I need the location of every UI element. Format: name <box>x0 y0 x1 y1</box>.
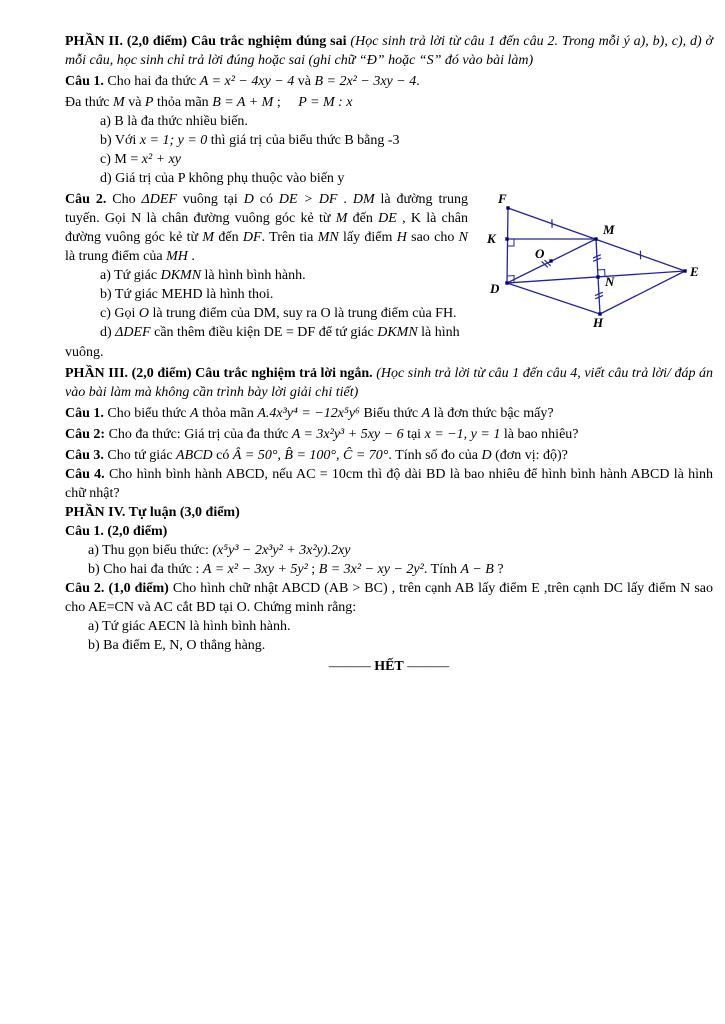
text-run: là trung điểm của <box>65 249 167 265</box>
text-run: ? <box>493 561 504 577</box>
text-run: Câu 2: <box>65 426 106 442</box>
text-run: MN <box>317 230 339 246</box>
q1-a <box>65 112 713 131</box>
text-run: . <box>187 249 195 265</box>
figure-point-D <box>505 282 508 285</box>
text-run: P = M : x <box>298 95 353 111</box>
text-run: là đường trung tuyến. Gọi N là chân đường vuông góc kẻ từ <box>65 192 469 227</box>
text-run: Cho đa thức: Giá trị của đa thức <box>105 426 292 442</box>
figure-point-K <box>505 238 508 241</box>
text-run: PHẦN II. (2,0 điểm) Câu trắc nghiệm đúng sai <box>65 34 347 49</box>
text-run: D <box>481 447 492 463</box>
figure-point-O <box>549 260 552 263</box>
text-run: Biểu thức <box>359 405 422 421</box>
figure-label-N: N <box>605 274 615 290</box>
text-run: là bao nhiêu? <box>500 426 579 442</box>
section-4-heading <box>65 503 713 522</box>
s4-q2-a <box>65 617 713 636</box>
text-run: (x⁵y³ − 2x³y² + 3x²y).2xy <box>212 542 351 558</box>
s4-q1-heading <box>65 522 713 541</box>
s3-q3 <box>65 446 713 465</box>
text-run: b) Với <box>100 133 140 149</box>
q1-d <box>65 169 713 188</box>
text-run: thỏa mãn <box>153 95 213 111</box>
text-run: O <box>138 306 150 322</box>
text-run: thỏa mãn <box>198 405 258 421</box>
text-run: P <box>144 95 154 111</box>
text-run: Câu 1. <box>65 405 104 421</box>
text-run: lấy điểm <box>338 230 397 246</box>
text-run: tại <box>403 426 425 442</box>
text-run: N <box>458 230 468 246</box>
text-run: x² + xy <box>141 152 182 168</box>
text-run: . Tính <box>423 561 461 577</box>
text-run: Cho hình bình hành ABCD, nếu AC = 10cm thì độ dài BD là bao nhiêu để hình bình hành ABCD là hình chữ nhật? <box>65 466 714 501</box>
q1-intro <box>65 72 713 91</box>
text-run: A <box>421 405 431 421</box>
text-run: c) Gọi <box>100 306 139 322</box>
document-body <box>65 32 713 676</box>
text-run: . Trên tia <box>261 230 318 246</box>
text-run: có <box>253 192 279 208</box>
figure-point-F <box>506 207 509 210</box>
figure-label-O: O <box>535 246 545 262</box>
text-run: cần thêm điều kiện DE = DF để tứ giác <box>150 325 378 341</box>
s4-q2-b <box>65 636 713 655</box>
text-run: (Học sinh trả lời từ câu 1 đến câu 4, viết câu trả lời/ đáp án vào bài làm mà không cần trình bày lời giải chi tiết) <box>65 365 714 400</box>
figure-point-M <box>594 238 597 241</box>
text-run: ——— <box>328 659 375 674</box>
figure-point-N <box>596 276 599 279</box>
figure-label-M: M <box>603 222 615 238</box>
text-run: x = 1; y = 0 <box>139 133 208 149</box>
figure-label-K: K <box>487 231 496 247</box>
text-run: (đơn vị: độ)? <box>491 447 568 463</box>
text-run: PHẦN III. (2,0 điểm) Câu trắc nghiệm trả lời ngắn. <box>65 365 373 381</box>
text-run: . <box>416 74 420 90</box>
text-run: PHẦN IV. Tự luận (3,0 điểm) <box>65 504 240 520</box>
text-run: a) Tứ giác <box>100 268 161 284</box>
figure-label-F: F <box>498 191 507 207</box>
text-run: x = −1, y = 1 <box>424 426 501 442</box>
text-run: Cho tứ giác <box>103 447 177 463</box>
text-run: sao cho <box>406 230 459 246</box>
text-run: Cho biểu thức <box>103 405 191 421</box>
text-run: DE <box>378 211 397 227</box>
section-2-heading <box>65 32 713 70</box>
text-run: DF <box>242 230 262 246</box>
text-run: Câu 4. <box>65 466 105 482</box>
text-run: ; <box>307 561 319 577</box>
text-run: B = 2x² − 3xy − 4 <box>314 74 417 90</box>
text-run: DE > DF <box>278 192 338 208</box>
text-run: đến <box>347 211 379 227</box>
text-run: ——— <box>403 659 450 674</box>
text-run: là hình vuông. <box>65 325 460 360</box>
text-run: thì giá trị của biểu thức B bằng -3 <box>207 133 400 149</box>
text-run: A.4x³y⁴ = −12x⁵y⁶ <box>257 405 360 421</box>
text-run: M <box>335 211 348 227</box>
text-run: DKMN <box>160 268 202 284</box>
q1-b <box>65 131 713 150</box>
text-run: Câu 3. <box>65 447 104 463</box>
geometry-figure <box>476 190 713 335</box>
text-run: MH <box>166 249 188 265</box>
section-3-heading <box>65 364 713 402</box>
figure-label-D: D <box>490 281 500 297</box>
text-run: là đơn thức bậc mấy? <box>430 405 554 421</box>
text-run: b) Tứ giác MEHD là hình thoi. <box>100 287 274 303</box>
s4-q2 <box>65 579 713 617</box>
figure-label-E: E <box>690 264 699 280</box>
text-run: Cho hai đa thức <box>103 74 200 90</box>
text-run: ABCD <box>176 447 213 463</box>
text-run: D <box>243 192 254 208</box>
text-run: d) Giá trị của P không phụ thuộc vào biến y <box>100 171 345 187</box>
text-run: DKMN <box>377 325 418 341</box>
text-run: A = 3x²y³ + 5xy − 6 <box>291 426 404 442</box>
q1-line2 <box>65 93 713 112</box>
text-run: và <box>294 74 315 90</box>
text-run: a) Tứ giác AECN là hình bình hành. <box>88 618 291 634</box>
s3-q4 <box>65 465 713 503</box>
het-line <box>65 657 713 676</box>
text-run: Câu 1. (2,0 điểm) <box>65 523 168 539</box>
text-run: a) B là đa thức nhiều biến. <box>100 114 248 130</box>
text-run: Đa thức <box>65 95 114 111</box>
text-run: H <box>396 230 407 246</box>
text-run: (Học sinh trả lời từ câu 1 đến câu 2. Trong mỗi ý a), b), c), d) ở mỗi câu, học sinh chỉ trả lời đúng hoặc sai (ghi chữ “Đ” hoặc “S” đó vào bài làm) <box>65 34 713 69</box>
exam-page <box>65 32 713 676</box>
text-run: HẾT <box>374 659 404 674</box>
text-run: có <box>212 447 233 463</box>
text-run: A − B <box>460 561 494 577</box>
text-run: . Tính số đo của <box>388 447 482 463</box>
text-run: M <box>113 95 125 111</box>
text-run: a) Thu gọn biểu thức: <box>88 542 213 558</box>
text-run: d) <box>100 325 116 341</box>
text-run: và <box>124 95 145 111</box>
text-run: là trung điểm của DM, suy ra O là trung điểm của FH. <box>149 306 457 322</box>
figure-label-H: H <box>593 315 604 331</box>
s3-q1 <box>65 404 713 423</box>
text-run: c) M = <box>100 152 142 168</box>
text-run: B = 3x² − xy − 2y² <box>318 561 424 577</box>
figure-point-E <box>683 270 686 273</box>
text-run: B = A + M <box>212 95 274 111</box>
text-run: A = x² − 3xy + 5y² <box>202 561 308 577</box>
text-run: M <box>202 230 215 246</box>
text-run: , K là chân đường vuông góc kẻ từ <box>65 211 468 246</box>
text-run: là hình bình hành. <box>201 268 306 284</box>
text-run: Cho <box>106 192 142 208</box>
text-run: ΔDEF <box>115 325 151 341</box>
text-run: vuông tại <box>176 192 244 208</box>
q1-c <box>65 150 713 169</box>
text-run: A = x² − 4xy − 4 <box>199 74 295 90</box>
text-run: DM <box>352 192 375 208</box>
text-run: ; <box>273 95 299 111</box>
text-run: b) Ba điểm E, N, O thẳng hàng. <box>88 637 266 653</box>
text-run: Câu 1. <box>65 74 104 90</box>
text-run: Câu 2. (1,0 điểm) <box>65 580 169 596</box>
text-run: . <box>337 192 353 208</box>
text-run: đến <box>214 230 243 246</box>
s4-q1-b <box>65 560 713 579</box>
text-run: Cho hình chữ nhật ABCD (AB > BC) , trên cạnh AB lấy điểm E ,trên cạnh DC lấy điểm N sao cho AE=CN và AC cắt BD tại O. Chứng minh rằng: <box>65 580 713 615</box>
s4-q1-a <box>65 541 713 560</box>
s3-q2 <box>65 425 713 444</box>
text-run: b) Cho hai đa thức : <box>88 561 203 577</box>
text-run: Câu 2. <box>65 192 107 208</box>
geometry-figure-svg <box>476 190 713 330</box>
text-run: A <box>190 405 199 421</box>
text-run: Â = 50°, B̂ = 100°, Ĉ = 70° <box>232 447 389 463</box>
text-run: ΔDEF <box>141 192 177 208</box>
